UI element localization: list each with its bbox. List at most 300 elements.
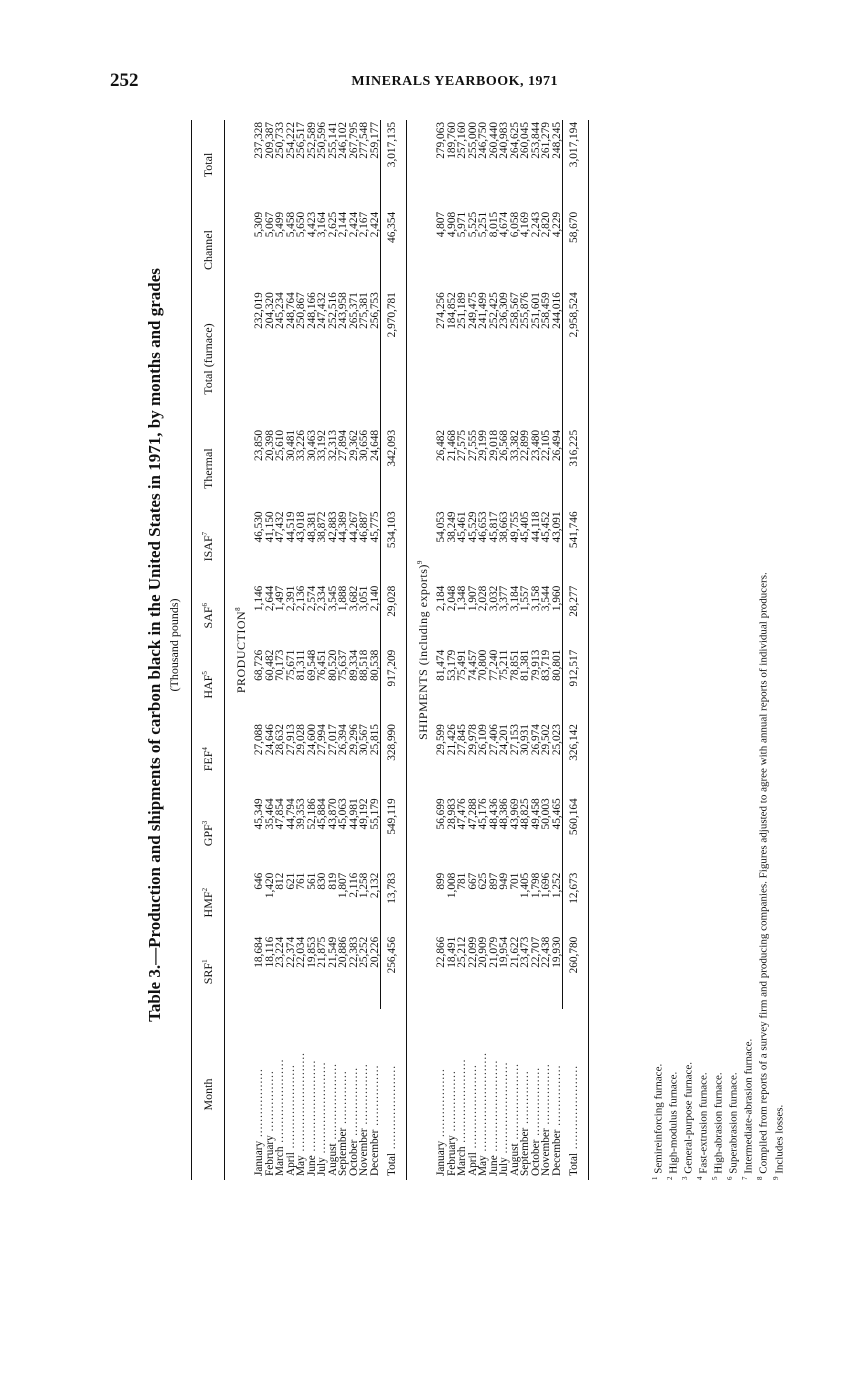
value-cell: 3,017,135 xyxy=(381,120,407,210)
column-header xyxy=(192,796,225,870)
value-cell: 761 xyxy=(295,872,307,890)
value-cell: 328,990 xyxy=(381,722,407,796)
value-cell: 534,103 xyxy=(381,509,407,583)
value-cell: 249,475 xyxy=(466,292,479,329)
value-cell: 241,499 xyxy=(477,292,489,329)
value-cell: 1,888 xyxy=(337,585,349,612)
month-cell: September .............. xyxy=(519,1070,531,1176)
value-cell: 277,548 xyxy=(358,122,370,159)
value-cell: 81,474 xyxy=(435,649,447,681)
value-cell: 48,381 xyxy=(305,511,318,543)
value-cell: 19,853 xyxy=(305,936,318,968)
value-cell: 83,719 xyxy=(540,649,552,681)
value-cell: 22,438 xyxy=(540,936,552,968)
footnote-ref: 4 xyxy=(201,747,209,751)
value-cell: 250,596 xyxy=(316,122,328,159)
footnote: $^2$ High-modulus furnace. xyxy=(666,1071,680,1180)
month-cell: December ................ xyxy=(550,1064,563,1176)
value-cell: 5,499 xyxy=(274,211,286,238)
value-cell: 70,800 xyxy=(477,649,489,681)
value-cell: 47,854 xyxy=(274,798,286,830)
value-cell: 75,211 xyxy=(498,649,510,681)
value-cell: 44,519 xyxy=(284,511,297,543)
month-cell: May .......................... xyxy=(477,1052,489,1176)
column-header xyxy=(192,509,225,583)
value-cell: 24,201 xyxy=(498,724,510,756)
value-cell: 2,136 xyxy=(295,585,307,612)
footnote: $^5$ High-abrasion furnace. xyxy=(711,1072,725,1180)
column-header-label: SRF xyxy=(201,962,215,985)
value-cell: 60,482 xyxy=(263,649,276,681)
value-cell: 47,476 xyxy=(456,798,468,830)
value-cell: 23,224 xyxy=(274,936,286,968)
value-cell: 912,517 xyxy=(563,648,589,722)
value-cell: 256,753 xyxy=(368,292,381,329)
value-cell: 19,954 xyxy=(498,936,510,968)
value-cell: 44,389 xyxy=(337,511,349,543)
table-row xyxy=(457,120,468,1180)
value-cell: 25,023 xyxy=(550,724,563,756)
value-cell: 45,452 xyxy=(540,511,552,543)
value-cell: 5,971 xyxy=(456,211,468,238)
section-heading-row xyxy=(406,120,434,1180)
value-cell: 27,017 xyxy=(326,724,339,756)
value-cell: 22,866 xyxy=(435,936,447,968)
value-cell: 35,464 xyxy=(263,798,276,830)
value-cell: 29,599 xyxy=(435,724,447,756)
footnotes xyxy=(650,572,786,1180)
value-cell: 47,288 xyxy=(466,798,479,830)
value-cell: 45,349 xyxy=(253,798,265,830)
value-cell: 245,234 xyxy=(274,292,286,329)
value-cell: 560,164 xyxy=(563,796,589,870)
month-cell: March ...................... xyxy=(274,1058,286,1176)
value-cell: 80,801 xyxy=(550,649,563,681)
value-cell: 27,406 xyxy=(487,724,500,756)
value-cell: 30,463 xyxy=(305,429,318,461)
value-cell: 2,132 xyxy=(368,872,381,899)
value-cell: 1,348 xyxy=(456,585,468,612)
table-row xyxy=(252,120,265,1180)
value-cell: 2,958,524 xyxy=(563,290,589,428)
footnote-ref: 6 xyxy=(201,602,209,607)
value-cell: 252,516 xyxy=(326,292,339,329)
value-cell: 27,913 xyxy=(284,724,297,756)
value-cell: 1,960 xyxy=(550,585,563,612)
value-cell: 254,222 xyxy=(284,122,297,159)
column-header xyxy=(192,290,225,428)
section-heading: SHIPMENTS (including exports)$^9$ xyxy=(415,560,430,740)
value-cell: 56,699 xyxy=(435,798,447,830)
value-cell: 279,063 xyxy=(435,122,447,159)
value-cell: 29,978 xyxy=(466,724,479,756)
value-cell: 44,794 xyxy=(284,798,297,830)
column-header xyxy=(192,120,225,210)
value-cell: 256,456 xyxy=(381,935,407,1009)
value-cell: 252,589 xyxy=(305,122,318,159)
table-caption: Table 3.—Production and shipments of carbon black in the United States in 1971, by months and grades xyxy=(145,268,164,1022)
value-cell: 23,473 xyxy=(519,936,531,968)
value-cell: 26,109 xyxy=(477,724,489,756)
value-cell: 33,382 xyxy=(508,429,521,461)
value-cell: 812 xyxy=(274,872,286,890)
section-heading-row xyxy=(224,120,252,1180)
value-cell: 248,764 xyxy=(284,292,297,329)
value-cell: 50,003 xyxy=(540,798,552,830)
column-header-label: Total (furnace) xyxy=(201,323,215,395)
value-cell: 43,018 xyxy=(295,511,307,543)
footnote: $^8$ Compiled from reports of a survey firm and producing companies. Figures adjusted to agree with annual reports of individual producers. xyxy=(756,572,771,1180)
value-cell: 27,845 xyxy=(456,724,468,756)
value-cell: 38,249 xyxy=(445,511,458,543)
value-cell: 44,267 xyxy=(347,511,360,543)
value-cell: 26,494 xyxy=(550,429,563,461)
month-cell: February ................ xyxy=(445,1070,458,1176)
table-row xyxy=(541,120,552,1180)
value-cell: 47,432 xyxy=(274,511,286,543)
value-cell: 541,746 xyxy=(563,509,589,583)
value-cell: 49,755 xyxy=(508,511,521,543)
month-cell: April ...................... xyxy=(466,1064,479,1176)
footnote: $^6$ Superabrasion furnace. xyxy=(726,1072,740,1180)
value-cell: 27,088 xyxy=(253,724,265,756)
column-header-label: HAF xyxy=(201,674,215,699)
value-cell: 28,277 xyxy=(563,584,589,648)
value-cell: 2,625 xyxy=(326,211,339,238)
value-cell: 1,907 xyxy=(466,585,479,612)
value-cell: 32,313 xyxy=(326,429,339,461)
value-cell: 46,530 xyxy=(253,511,265,543)
value-cell: 917,209 xyxy=(381,648,407,722)
footnote: $^3$ General-purpose furnace. xyxy=(681,1061,695,1180)
value-cell: 29,028 xyxy=(381,584,407,648)
value-cell: 45,817 xyxy=(487,511,500,543)
value-cell: 3,017,194 xyxy=(563,120,589,210)
footnote-ref: 1 xyxy=(201,959,209,963)
column-header xyxy=(192,871,225,935)
total-row xyxy=(381,120,407,1180)
month-cell: June ........................ xyxy=(487,1059,500,1176)
value-cell: 248,245 xyxy=(550,122,563,159)
value-cell: 23,850 xyxy=(253,429,265,461)
value-cell: 265,371 xyxy=(347,292,360,329)
value-cell: 25,815 xyxy=(368,724,381,756)
value-cell: 264,625 xyxy=(508,122,521,159)
value-cell: 549,119 xyxy=(381,796,407,870)
table-header-row xyxy=(192,120,225,1180)
footnote-ref: 2 xyxy=(201,887,209,892)
column-header-label: Total xyxy=(201,152,215,178)
value-cell: 45,529 xyxy=(466,511,479,543)
value-cell: 13,783 xyxy=(381,871,407,935)
value-cell: 949 xyxy=(498,872,510,890)
value-cell: 2,144 xyxy=(337,211,349,238)
value-cell: 19,930 xyxy=(550,936,563,968)
value-cell: 2,028 xyxy=(477,585,489,612)
value-cell: 2,424 xyxy=(347,211,360,238)
value-cell: 46,354 xyxy=(381,210,407,290)
value-cell: 1,252 xyxy=(550,872,563,899)
month-cell: Total ...................... xyxy=(381,1009,407,1180)
table-subcaption: (Thousand pounds) xyxy=(167,598,181,692)
month-cell: October .................. xyxy=(529,1066,542,1176)
column-header-label: SAF xyxy=(201,606,215,629)
value-cell: 258,567 xyxy=(508,292,521,329)
value-cell: 5,309 xyxy=(253,211,265,238)
value-cell: 49,192 xyxy=(358,798,370,830)
month-cell: May .......................... xyxy=(295,1052,307,1176)
value-cell: 267,795 xyxy=(347,122,360,159)
value-cell: 49,458 xyxy=(529,798,542,830)
value-cell: 184,852 xyxy=(445,292,458,329)
table-row xyxy=(434,120,447,1180)
value-cell: 24,648 xyxy=(368,429,381,461)
value-cell: 243,958 xyxy=(337,292,349,329)
value-cell: 30,481 xyxy=(284,429,297,461)
table-row xyxy=(359,120,370,1180)
value-cell: 39,353 xyxy=(295,798,307,830)
value-cell: 2,574 xyxy=(305,585,318,612)
value-cell: 830 xyxy=(316,872,328,890)
column-header-label: Thermal xyxy=(201,448,215,489)
value-cell: 26,568 xyxy=(498,429,510,461)
value-cell: 27,575 xyxy=(456,429,468,461)
value-cell: 819 xyxy=(326,872,339,890)
page-number: 252 xyxy=(110,70,139,91)
value-cell: 68,726 xyxy=(253,649,265,681)
value-cell: 22,707 xyxy=(529,936,542,968)
column-header-label: Month xyxy=(201,1078,215,1111)
value-cell: 70,173 xyxy=(274,649,286,681)
value-cell: 2,970,781 xyxy=(381,290,407,428)
value-cell: 78,851 xyxy=(508,649,521,681)
value-cell: 22,105 xyxy=(540,429,552,461)
value-cell: 2,424 xyxy=(368,211,381,238)
value-cell: 55,179 xyxy=(368,798,381,830)
value-cell: 2,334 xyxy=(316,585,328,612)
value-cell: 248,166 xyxy=(305,292,318,329)
column-header xyxy=(192,210,225,290)
value-cell: 26,482 xyxy=(435,429,447,461)
value-cell: 5,458 xyxy=(284,211,297,238)
value-cell: 5,525 xyxy=(466,211,479,238)
column-header-label: ISAF xyxy=(201,535,215,562)
value-cell: 27,153 xyxy=(508,724,521,756)
total-row xyxy=(563,120,589,1180)
value-cell: 22,374 xyxy=(284,936,297,968)
value-cell: 76,451 xyxy=(316,649,328,681)
value-cell: 45,176 xyxy=(477,798,489,830)
value-cell: 3,377 xyxy=(498,585,510,612)
value-cell: 250,867 xyxy=(295,292,307,329)
value-cell: 326,142 xyxy=(563,722,589,796)
value-cell: 42,883 xyxy=(326,511,339,543)
value-cell: 1,497 xyxy=(274,585,286,612)
value-cell: 80,538 xyxy=(368,649,381,681)
value-cell: 260,440 xyxy=(487,122,500,159)
month-cell: November ................ xyxy=(540,1063,552,1176)
value-cell: 75,671 xyxy=(284,649,297,681)
value-cell: 38,663 xyxy=(498,511,510,543)
footnote-ref: 3 xyxy=(201,820,209,825)
value-cell: 1,008 xyxy=(445,872,458,899)
month-cell: October .................. xyxy=(347,1066,360,1176)
value-cell: 4,807 xyxy=(435,211,447,238)
value-cell: 28,632 xyxy=(274,724,286,756)
value-cell: 88,518 xyxy=(358,649,370,681)
value-cell: 43,870 xyxy=(326,798,339,830)
value-cell: 48,436 xyxy=(487,798,500,830)
value-cell: 45,775 xyxy=(368,511,381,543)
value-cell: 251,601 xyxy=(529,292,542,329)
table-row xyxy=(317,120,328,1180)
value-cell: 12,673 xyxy=(563,871,589,935)
value-cell: 3,545 xyxy=(326,585,339,612)
month-cell: March ...................... xyxy=(456,1058,468,1176)
value-cell: 41,150 xyxy=(263,511,276,543)
table-row xyxy=(338,120,349,1180)
value-cell: 897 xyxy=(487,872,500,890)
value-cell: 189,760 xyxy=(445,122,458,159)
value-cell: 2,184 xyxy=(435,585,447,612)
value-cell: 3,164 xyxy=(316,211,328,238)
column-header xyxy=(192,584,225,648)
month-cell: January .................. xyxy=(253,1068,265,1176)
column-header xyxy=(192,935,225,1009)
month-cell: April ...................... xyxy=(284,1064,297,1176)
value-cell: 89,334 xyxy=(347,649,360,681)
value-cell: 48,386 xyxy=(498,798,510,830)
value-cell: 3,158 xyxy=(529,585,542,612)
column-header-label: HMF xyxy=(201,891,215,918)
value-cell: 24,600 xyxy=(305,724,318,756)
value-cell: 29,502 xyxy=(540,724,552,756)
table-row xyxy=(552,120,563,1180)
value-cell: 236,309 xyxy=(498,292,510,329)
footnote-ref: 5 xyxy=(201,671,209,675)
value-cell: 45,884 xyxy=(316,798,328,830)
month-cell: January .................. xyxy=(435,1068,447,1176)
value-cell: 45,063 xyxy=(337,798,349,830)
value-cell: 275,381 xyxy=(358,292,370,329)
value-cell: 58,670 xyxy=(563,210,589,290)
value-cell: 75,637 xyxy=(337,649,349,681)
value-cell: 253,844 xyxy=(529,122,542,159)
value-cell: 74,457 xyxy=(466,649,479,681)
value-cell: 25,212 xyxy=(456,936,468,968)
value-cell: 29,362 xyxy=(347,429,360,461)
section-heading: PRODUCTION$^8$ xyxy=(233,606,248,694)
value-cell: 5,251 xyxy=(477,211,489,238)
value-cell: 247,432 xyxy=(316,292,328,329)
value-cell: 20,909 xyxy=(477,936,489,968)
value-cell: 2,167 xyxy=(358,211,370,238)
value-cell: 4,229 xyxy=(550,211,563,238)
value-cell: 255,000 xyxy=(466,122,479,159)
table-row xyxy=(478,120,489,1180)
value-cell: 30,931 xyxy=(519,724,531,756)
table-row xyxy=(520,120,531,1180)
table-row xyxy=(370,120,381,1180)
value-cell: 45,465 xyxy=(550,798,563,830)
value-cell: 77,240 xyxy=(487,649,500,681)
value-cell: 33,226 xyxy=(295,429,307,461)
value-cell: 45,405 xyxy=(519,511,531,543)
value-cell: 1,420 xyxy=(263,872,276,899)
table-row xyxy=(275,120,286,1180)
value-cell: 21,468 xyxy=(445,429,458,461)
footnote: $^1$ Semireinforcing furnace. xyxy=(651,1063,665,1180)
footnote: $^7$ Intermediate-abrasion furnace. xyxy=(741,1038,756,1180)
value-cell: 43,091 xyxy=(550,511,563,543)
value-cell: 899 xyxy=(435,872,447,890)
rotated-table-block xyxy=(145,110,825,1180)
column-header-label: Channel xyxy=(201,230,215,271)
column-header xyxy=(192,648,225,722)
value-cell: 2,820 xyxy=(540,211,552,238)
value-cell: 3,051 xyxy=(358,585,370,612)
value-cell: 18,684 xyxy=(253,936,265,968)
value-cell: 53,179 xyxy=(445,649,458,681)
value-cell: 1,696 xyxy=(540,872,552,899)
value-cell: 81,311 xyxy=(295,649,307,681)
value-cell: 258,459 xyxy=(540,292,552,329)
value-cell: 255,876 xyxy=(519,292,531,329)
value-cell: 256,517 xyxy=(295,122,307,159)
value-cell: 4,423 xyxy=(305,211,318,238)
value-cell: 80,520 xyxy=(326,649,339,681)
month-cell: November ................ xyxy=(358,1063,370,1176)
value-cell: 8,015 xyxy=(487,211,500,238)
value-cell: 259,177 xyxy=(368,122,381,159)
value-cell: 246,102 xyxy=(337,122,349,159)
value-cell: 204,320 xyxy=(263,292,276,329)
value-cell: 1,405 xyxy=(519,872,531,899)
value-cell: 316,225 xyxy=(563,428,589,510)
value-cell: 621 xyxy=(284,872,297,890)
value-cell: 44,981 xyxy=(347,798,360,830)
value-cell: 22,383 xyxy=(347,936,360,968)
value-cell: 252,425 xyxy=(487,292,500,329)
running-head: MINERALS YEARBOOK, 1971 xyxy=(351,74,558,89)
value-cell: 20,398 xyxy=(263,429,276,461)
value-cell: 2,140 xyxy=(368,585,381,612)
value-cell: 209,387 xyxy=(263,122,276,159)
value-cell: 274,256 xyxy=(435,292,447,329)
value-cell: 27,894 xyxy=(337,429,349,461)
footnote: $^9$ Includes losses. xyxy=(771,1104,786,1180)
value-cell: 18,116 xyxy=(263,936,276,968)
value-cell: 232,019 xyxy=(253,292,265,329)
value-cell: 240,983 xyxy=(498,122,510,159)
value-cell: 244,016 xyxy=(550,292,563,329)
value-cell: 22,034 xyxy=(295,936,307,968)
month-cell: December ................ xyxy=(368,1064,381,1176)
table-body xyxy=(224,120,588,1180)
value-cell: 261,279 xyxy=(540,122,552,159)
column-header-label: FEF xyxy=(201,750,215,772)
value-cell: 667 xyxy=(466,872,479,890)
value-cell: 29,018 xyxy=(487,429,500,461)
value-cell: 30,656 xyxy=(358,429,370,461)
value-cell: 21,875 xyxy=(316,936,328,968)
value-cell: 6,058 xyxy=(508,211,521,238)
value-cell: 22,899 xyxy=(519,429,531,461)
value-cell: 29,296 xyxy=(347,724,360,756)
value-cell: 46,887 xyxy=(358,511,370,543)
value-cell: 4,674 xyxy=(498,211,510,238)
value-cell: 1,807 xyxy=(337,872,349,899)
